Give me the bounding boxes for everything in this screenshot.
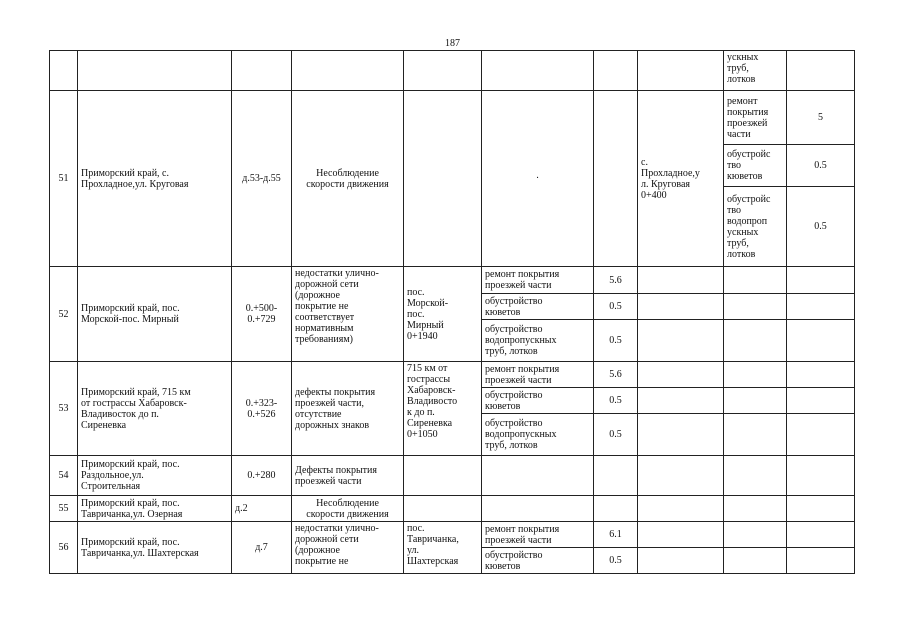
table-row (50, 496, 855, 522)
problem-cell: Дефекты покрытия проезжей части (292, 456, 404, 496)
table-row (50, 522, 855, 548)
row-number: 56 (50, 522, 78, 574)
section-cell: д.7 (232, 522, 292, 574)
measure-cell: обустройство водопропускных труб, лотков (482, 320, 594, 362)
problem-cell: Несоблюдение скорости движения (292, 91, 404, 267)
value-cell: 0.5 (594, 294, 638, 320)
problem-cell: недостатки улично- дорожной сети (дорожное покрытие не соответствует нормативным требованиям) (292, 267, 404, 362)
problem-cell: Несоблюдение скорости движения (292, 496, 404, 522)
row-number: 51 (50, 91, 78, 267)
measure-cell: ремонт покрытия проезжей части (482, 522, 594, 548)
problem-cell: дефекты покрытия проезжей части, отсутствие дорожных знаков (292, 362, 404, 456)
road-works-table (49, 50, 855, 574)
place-cell: пос. Тавричанка, ул. Шахтерская (404, 522, 482, 574)
section-cell: д.2 (232, 496, 292, 522)
value-cell: 0.5 (594, 548, 638, 574)
measure-cell: обустройство водопропускных труб, лотков (482, 414, 594, 456)
place-cell: с. Прохладное,у л. Круговая 0+400 (638, 91, 724, 267)
value-cell: 5.6 (594, 362, 638, 388)
measure-cell: ремонт покрытия проезжей части (724, 91, 787, 145)
location-cell: Приморский край, с. Прохладное,ул. Круговая (78, 91, 232, 267)
row-number: 55 (50, 496, 78, 522)
value-cell: 0.5 (594, 320, 638, 362)
row-number: 52 (50, 267, 78, 362)
mark-cell: · (482, 91, 594, 267)
section-cell: 0.+323- 0.+526 (232, 362, 292, 456)
value-cell: 6.1 (594, 522, 638, 548)
measure-cell: обустройс тво кюветов (724, 145, 787, 187)
problem-cell: недостатки улично- дорожной сети (дорожное покрытие не (292, 522, 404, 574)
location-cell: Приморский край, пос. Раздольное,ул. Строительная (78, 456, 232, 496)
value-cell: 5.6 (594, 267, 638, 294)
place-cell: пос. Морской- пос. Мирный 0+1940 (404, 267, 482, 362)
table-row (50, 456, 855, 496)
value-cell: 0.5 (787, 145, 855, 187)
table-row (50, 267, 855, 294)
table-row (50, 362, 855, 388)
measure-cell: обустройс тво водопроп ускных труб, лотков (724, 187, 787, 267)
measure-cell: обустройство кюветов (482, 388, 594, 414)
location-cell: Приморский край, 715 км от гострассы Хабаровск- Владивосток до п. Сиреневка (78, 362, 232, 456)
measure-cell: обустройство кюветов (482, 294, 594, 320)
value-cell: 0.5 (787, 187, 855, 267)
row-number: 54 (50, 456, 78, 496)
section-cell: д.53-д.55 (232, 91, 292, 267)
section-cell: 0.+500- 0.+729 (232, 267, 292, 362)
measure-cell: обустройство кюветов (482, 548, 594, 574)
location-cell: Приморский край, пос. Морской-пос. Мирный (78, 267, 232, 362)
place-cell: 715 км от гострассы Хабаровск- Владивосто к до п. Сиреневка 0+1050 (404, 362, 482, 456)
measure-cell: ускных труб, лотков (724, 51, 787, 91)
location-cell: Приморский край, пос. Тавричанка,ул. Шахтерская (78, 522, 232, 574)
value-cell: 0.5 (594, 388, 638, 414)
location-cell: Приморский край, пос. Тавричанка,ул. Озерная (78, 496, 232, 522)
measure-cell: ремонт покрытия проезжей части (482, 267, 594, 294)
measure-cell: ремонт покрытия проезжей части (482, 362, 594, 388)
table-row (50, 91, 855, 145)
value-cell: 0.5 (594, 414, 638, 456)
table-row (50, 51, 855, 91)
section-cell: 0.+280 (232, 456, 292, 496)
page-number: 187 (445, 38, 460, 49)
row-number: 53 (50, 362, 78, 456)
value-cell: 5 (787, 91, 855, 145)
